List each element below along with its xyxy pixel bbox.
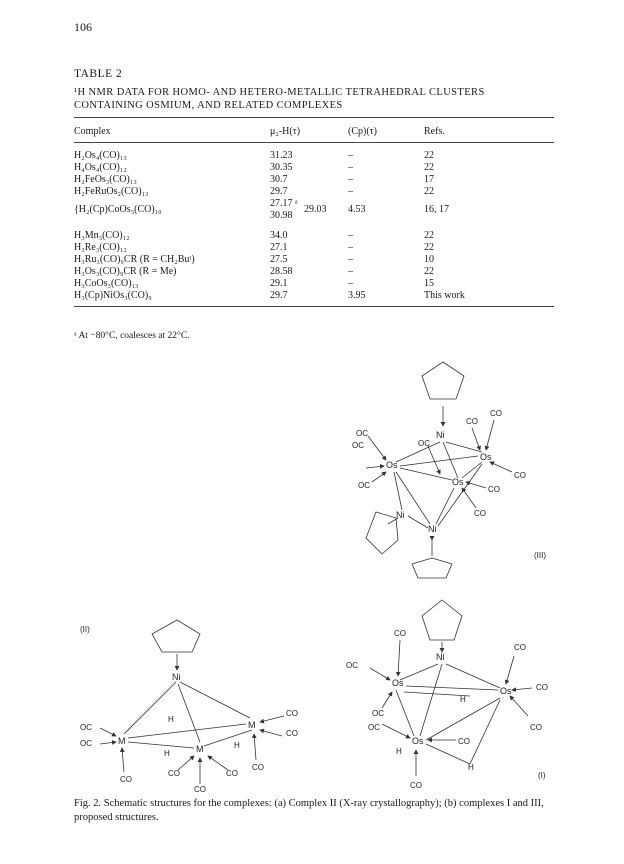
bond-line — [398, 640, 400, 676]
co-label: OC — [80, 723, 92, 732]
table-row-mu: 27.17 ᵃ — [270, 198, 298, 209]
co-label: CO — [474, 509, 486, 518]
bond-line — [512, 688, 532, 690]
table-row-cp: – — [348, 150, 353, 161]
complex-label: (I) — [538, 771, 546, 780]
table-caption: ¹H NMR DATA FOR HOMO- AND HETERO-METALLIC TETRAHEDRAL CLUSTERS CONTAINING OSMIUM, AND RELATED COMPLEXES — [74, 87, 485, 111]
hydride-label: H — [460, 695, 466, 704]
os-atom-label: Os — [392, 678, 404, 688]
table-row-cp: – — [348, 266, 353, 277]
co-label: OC — [368, 723, 380, 732]
table-row-ref: 22 — [424, 162, 434, 173]
complex-label: (II) — [80, 625, 90, 634]
hydride-label: H — [396, 747, 402, 756]
co-label: OC — [358, 481, 370, 490]
co-label: CO — [490, 409, 502, 418]
table-row-ref: 22 — [424, 186, 434, 197]
complex-iii-diagram — [352, 362, 546, 578]
table-row-cp: – — [348, 242, 353, 253]
table-row-ref: 22 — [424, 266, 434, 277]
bond-line — [420, 664, 442, 736]
bond-line — [372, 472, 386, 482]
table-row-mu-second: 30.98 — [270, 210, 293, 221]
table-row-cp: – — [348, 162, 353, 173]
co-label: CO — [458, 737, 470, 746]
table-row-cp: – — [348, 254, 353, 265]
table-row-cp: – — [348, 278, 353, 289]
figure-caption: Fig. 2. Schematic structures for the complexes: (a) Complex II (X-ray crystallography); (b) complexes I and III, proposed structures. — [74, 798, 544, 823]
bond-line — [426, 744, 470, 764]
co-label: CO — [466, 417, 478, 426]
bond-line — [462, 488, 476, 508]
table-row-complex: H₃Mn₃(CO)₁₂ — [74, 230, 130, 241]
co-label: CO — [394, 629, 406, 638]
table-footnote: ᵃ At −80°C, coalesces at 22°C. — [74, 331, 190, 341]
m-atom-label: M — [118, 736, 126, 746]
table-row-complex: {H₂(Cp)CoOs₃(CO)₁₀ — [74, 204, 162, 215]
m-atom-label: M — [248, 720, 256, 730]
table-row-ref: 15 — [424, 278, 434, 289]
table-row-complex: H₄Os₄(CO)₁₂ — [74, 162, 127, 173]
bond-line — [436, 488, 454, 524]
co-label: CO — [410, 781, 422, 790]
header-complex: Complex — [74, 126, 111, 137]
bond-line — [406, 686, 498, 690]
co-label: CO — [168, 769, 180, 778]
header-cp: (Cp)(τ) — [348, 126, 378, 137]
ni-atom-label: Ni — [436, 652, 445, 662]
bond-line — [128, 724, 246, 738]
bond-line — [510, 696, 528, 716]
bond-line — [486, 420, 494, 450]
table-row-mu: 27.1 — [270, 242, 288, 253]
bond-line — [490, 462, 512, 472]
bond-line — [428, 446, 440, 474]
complex-label: (III) — [534, 551, 546, 560]
hydride-label: H — [168, 715, 174, 724]
bond-line — [368, 436, 386, 460]
co-label: OC — [418, 439, 430, 448]
bond-line — [396, 690, 414, 736]
hydride-label: H — [468, 763, 474, 772]
co-label: CO — [514, 471, 526, 480]
m-atom-label: M — [196, 744, 204, 754]
table-row-ref: 10 — [424, 254, 434, 265]
table-row-complex: H₂FeOs₃(CO)₁₃ — [74, 174, 137, 185]
bond-line — [470, 700, 500, 764]
bond-line — [472, 428, 480, 450]
co-label: OC — [352, 441, 364, 450]
co-label: CO — [252, 763, 264, 772]
table-row-mu: 30.35 — [270, 162, 293, 173]
hydride-label: H — [234, 741, 240, 750]
complex-i-diagram — [346, 600, 548, 790]
table-row-ref: 17 — [424, 174, 434, 185]
co-label: CO — [194, 785, 206, 794]
bond-line — [446, 664, 500, 688]
co-label: OC — [80, 739, 92, 748]
co-label: CO — [488, 485, 500, 494]
table-row-ref: 22 — [424, 230, 434, 241]
os-atom-label: Os — [500, 686, 512, 696]
ni-atom-label: Ni — [396, 510, 405, 520]
co-label: OC — [346, 661, 358, 670]
table-row-mu: 27.5 — [270, 254, 288, 265]
table-row-complex: H₂Os₄(CO)₁₃ — [74, 150, 127, 161]
co-label: CO — [514, 643, 526, 652]
table-row-mu: 28.58 — [270, 266, 293, 277]
bond-line — [382, 724, 410, 738]
ni-atom-label: Ni — [172, 672, 181, 682]
bond-line — [466, 482, 486, 488]
bond-line — [178, 684, 200, 742]
cyclopentadienyl-ring — [422, 362, 464, 399]
table-row-complex: H₃Os₃(CO)₉CR (R = Me) — [74, 266, 177, 277]
header-mu-h: μ₂-H(τ) — [270, 126, 301, 137]
header-refs: Refs. — [424, 126, 445, 137]
table-row-cp: 4.53 — [348, 204, 366, 215]
bond-line — [462, 462, 482, 478]
cyclopentadienyl-ring — [366, 512, 398, 554]
bond-line — [370, 668, 390, 680]
co-label: CO — [286, 709, 298, 718]
bond-line — [128, 742, 194, 748]
table-row-complex: H₃Ru₃(CO)₉CR (R = CH₂Buᵗ) — [74, 254, 195, 265]
os-atom-label: Os — [386, 460, 398, 470]
table-row-cp: – — [348, 186, 353, 197]
table-row-complex: H₃Re₃(CO)₁₂ — [74, 242, 127, 253]
table-row-cp: 3.95 — [348, 290, 366, 301]
table-label: TABLE 2 — [74, 68, 123, 80]
table-row-cp: – — [348, 174, 353, 185]
cyclopentadienyl-ring — [422, 600, 462, 640]
page-number: 106 — [74, 20, 92, 34]
table-row-complex: H₂FeRuOs₂(CO)₁₃ — [74, 186, 149, 197]
bond-line — [400, 664, 438, 680]
os-atom-label: Os — [412, 736, 424, 746]
complex-ii-diagram — [80, 620, 298, 794]
bond-line — [400, 468, 452, 480]
table-row-mu: 29.7 — [270, 186, 288, 197]
cyclopentadienyl-ring — [412, 558, 452, 578]
bond-line — [260, 716, 284, 722]
os-atom-label: Os — [480, 452, 492, 462]
bond-line — [408, 516, 428, 528]
co-label: OC — [356, 429, 368, 438]
bond-line — [124, 682, 176, 734]
bond-line — [394, 472, 402, 510]
bond-line — [254, 734, 256, 760]
table-row-ref: 16, 17 — [424, 204, 449, 215]
bond-line — [400, 456, 478, 466]
bond-line — [204, 730, 252, 746]
ni-atom-label: Ni — [428, 524, 437, 534]
co-label: CO — [536, 683, 548, 692]
table-row-mu: 29.7 — [270, 290, 288, 301]
bond-line — [122, 748, 124, 772]
co-label: CO — [120, 775, 132, 784]
table-row-mu: 34.0 — [270, 230, 288, 241]
bond-line — [426, 698, 500, 740]
bond-line — [100, 728, 116, 736]
bond-line — [260, 730, 282, 736]
bond-line — [382, 692, 392, 708]
table-row-mu: 29.1 — [270, 278, 288, 289]
bond-line — [446, 442, 482, 452]
table-row-complex: H₃CoOs₃(CO)₁₃ — [74, 278, 139, 289]
bond-line — [208, 756, 228, 770]
bond-line — [180, 682, 250, 718]
os-atom-label: Os — [452, 477, 464, 487]
co-label: CO — [286, 729, 298, 738]
co-label: CO — [226, 769, 238, 778]
table-row-cp: – — [348, 230, 353, 241]
co-label: CO — [530, 723, 542, 732]
hydride-label: H — [164, 749, 170, 758]
table-row-ref: 22 — [424, 242, 434, 253]
table-row-ref: This work — [424, 290, 465, 301]
ni-atom-label: Ni — [436, 430, 445, 440]
bond-line — [366, 466, 384, 468]
bond-line — [178, 756, 194, 770]
bond-line — [506, 656, 514, 684]
bond-line — [100, 742, 116, 744]
table-row-ref: 22 — [424, 150, 434, 161]
table-row-mu: 31.23 — [270, 150, 293, 161]
table-row-mu: 30.7 — [270, 174, 288, 185]
table-row-complex: H₃(Cp)NiOs₃(CO)₉ — [74, 290, 152, 301]
co-label: OC — [372, 709, 384, 718]
cyclopentadienyl-ring — [152, 620, 200, 652]
table-row-mu-extra: 29.03 — [304, 204, 327, 215]
